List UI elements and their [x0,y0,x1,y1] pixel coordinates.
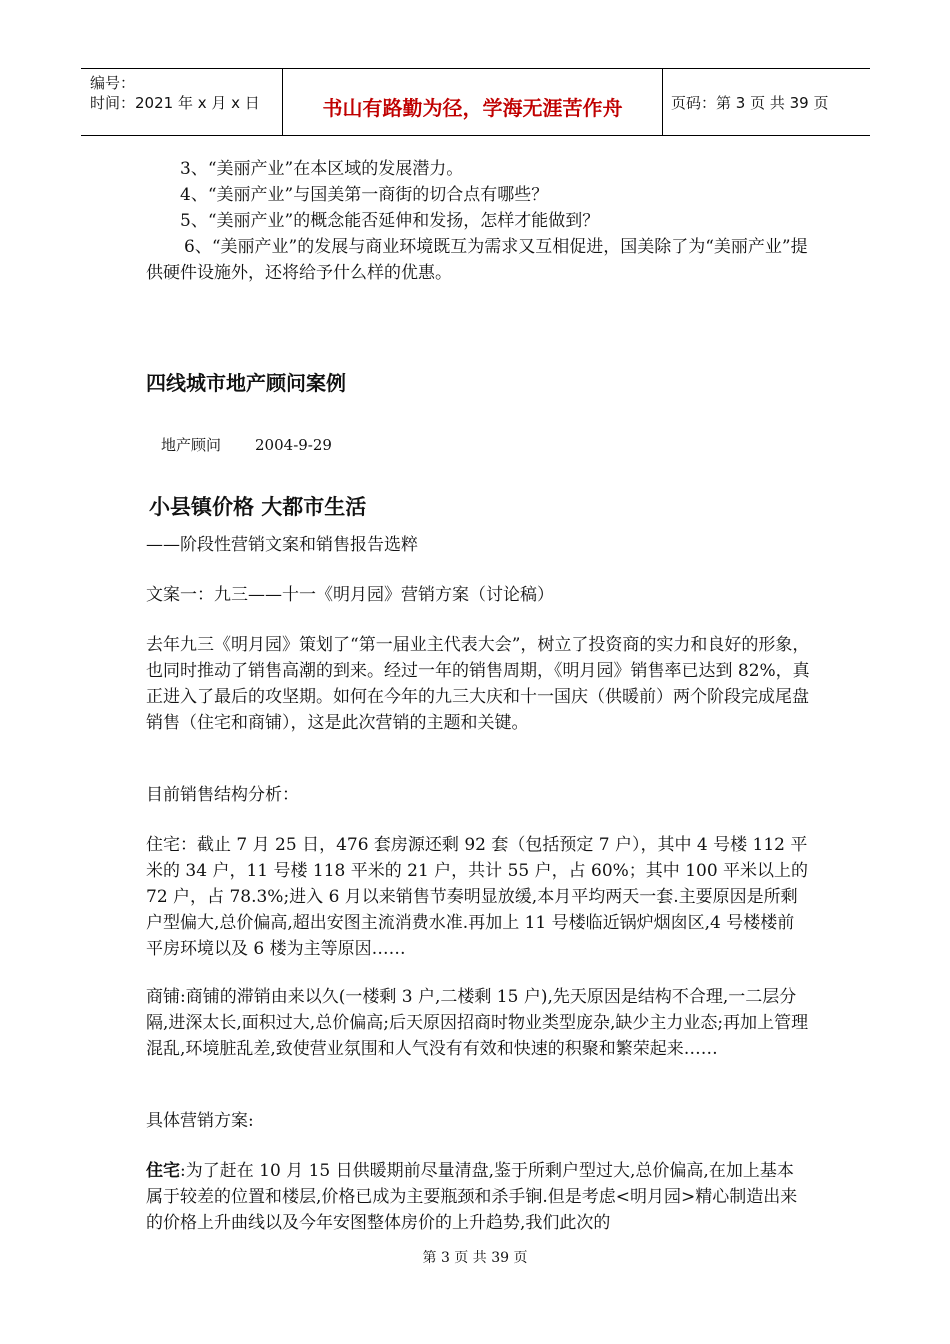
page-header [81,68,870,136]
header-number: 编号： [90,74,136,92]
intro-paragraph: 去年九三《明月园》策划了“第一届业主代表大会”，树立了投资商的实力和良好的形象，也同时推动了销售高潮的到来。经过一年的销售周期，《明月园》销售率已达到 82%，真正进入了最后的攻坚期。如何在今年的九三大庆和十一国庆（供暖前）两个阶段完成尾盘销售（住宅和商铺），这是此次营销的主题和关键。 [146,635,810,733]
plan-paragraph [146,1158,810,1236]
list-item: 6、“美丽产业”的发展与商业环境既互为需求又互相促进，国美除了为“美丽产业”提供硬件设施外，还将给予什么样的优惠。 [146,237,808,283]
plan-heading: 具体营销方案: [146,1111,254,1131]
header-date: 时间：2021 年 x 月 x 日 [90,94,260,112]
plan-keyword: 住宅 [146,1161,180,1181]
list-item: 5、“美丽产业”的概念能否延伸和发扬，怎样才能做到？ [180,211,600,231]
shop-paragraph: 商铺:商铺的滞销由来以久(一楼剩 3 户,二楼剩 15 户),先天原因是结构不合理,一二层分隔,进深太长,面积过大,总价偏高;后天原因招商时物业类型庞杂,缺少主力业态;再加上管理混乱,环境脏乱差,致使营业氛围和人气没有有效和快速的积聚和繁荣起来…… [146,987,809,1059]
residential-paragraph: 住宅：截止 7 月 25 日，476 套房源还剩 92 套（包括预定 7 户），其中 4 号楼 112 平米的 34 户，11 号楼 118 平米的 21 户，共计 55 户，占 60%；其中 100 平米以上的 72 户，占 78.3%;进入 6 月以来销售节奏明显放缓,本月平均两天一套.主要原因是所剩户型偏大,总价偏高,超出安图主流消费水准.再加上 11 号楼临近锅炉烟囱区,4 号楼楼前平房环境以及 6 楼为主等原因…… [146,835,809,959]
meta-author: 地产顾问 [161,436,222,454]
article-subtitle: ——阶段性营销文案和销售报告选粹 [146,535,418,555]
section-title: 四线城市地产顾问案例 [146,371,346,395]
plan-text: :为了赶在 10 月 15 日供暖期前尽量清盘,鉴于所剩户型过大,总价偏高,在加上基本属于较差的位置和楼层,价格已成为主要瓶颈和杀手锏.但是考虑<明月园>精心制造出来的价格上升曲线以及今年安图整体房价的上升趋势,我们此次的 [146,1161,798,1233]
header-page-number: 页码：第 3 页 共 39 页 [671,93,829,112]
meta-date: 2004-9-29 [255,436,332,454]
article-meta [161,432,825,458]
list-item: 3、“美丽产业”在本区域的发展潜力。 [180,159,464,179]
list-item: 4、“美丽产业”与国美第一商街的切合点有哪些？ [180,185,549,205]
analysis-heading: 目前销售结构分析： [146,785,299,805]
header-motto: 书山有路勤为径，学海无涯苦作舟 [283,69,663,135]
article-title: 小县镇价格 大都市生活 [149,495,367,519]
page-footer: 第 3 页 共 39 页 [422,1250,528,1266]
header-left-cell [81,69,283,135]
plan-title: 文案一：九三——十一《明月园》营销方案（讨论稿） [146,585,554,605]
